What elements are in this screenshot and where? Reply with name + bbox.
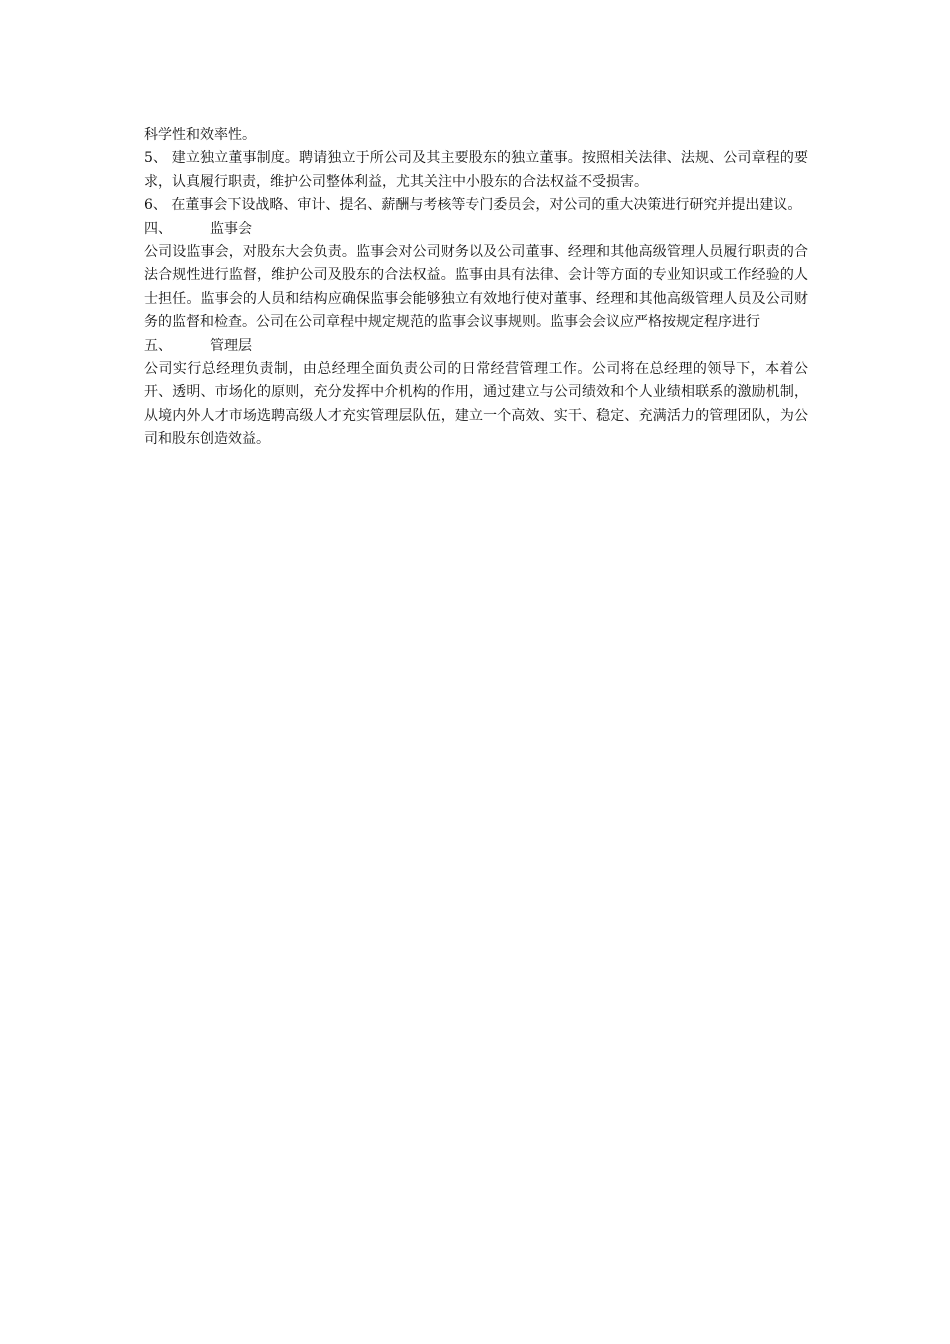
paragraph-continuation: 科学性和效率性。 [144,127,256,143]
section-title: 管理层 [210,337,252,354]
section-title: 监事会 [210,220,252,237]
paragraph-management: 公司实行总经理负责制，由总经理全面负责公司的日常经营管理工作。公司将在总经理的领导下，本着公开、透明、市场化的原则，充分发挥中介机构的作用，通过建立与公司绩效和个人业绩相联系的激励机制，从境内外人才市场选聘高级人才充实管理层队伍，建立一个高效、实干、稳定、充满活力的管理团队，为公司和股东创造效益。 [144,361,808,448]
document-body [144,124,808,452]
paragraph-item-5-independent-directors: 5、 建立独立董事制度。聘请独立于所公司及其主要股东的独立董事。按照相关法律、法规、公司章程的要求，认真履行职责，维护公司整体利益，尤其关注中小股东的合法权益不受损害。 [144,150,808,190]
paragraph-item-6-board-committees: 6、 在董事会下设战略、审计、提名、薪酬与考核等专门委员会，对公司的重大决策进行研究并提出建议。 [144,197,802,214]
section-heading-supervisory-board [144,218,808,241]
section-number: 四、 [144,220,172,237]
section-number: 五、 [144,337,172,354]
paragraph-supervisory-board: 公司设监事会，对股东大会负责。监事会对公司财务以及公司董事、经理和其他高级管理人员履行职责的合法合规性进行监督，维护公司及股东的合法权益。监事由具有法律、会计等方面的专业知识或工作经验的人士担任。监事会的人员和结构应确保监事会能够独立有效地行使对董事、经理和其他高级管理人员及公司财务的监督和检查。公司在公司章程中规定规范的监事会议事规则。监事会会议应严格按规定程序进行 [144,244,808,331]
section-heading-management [144,335,808,358]
